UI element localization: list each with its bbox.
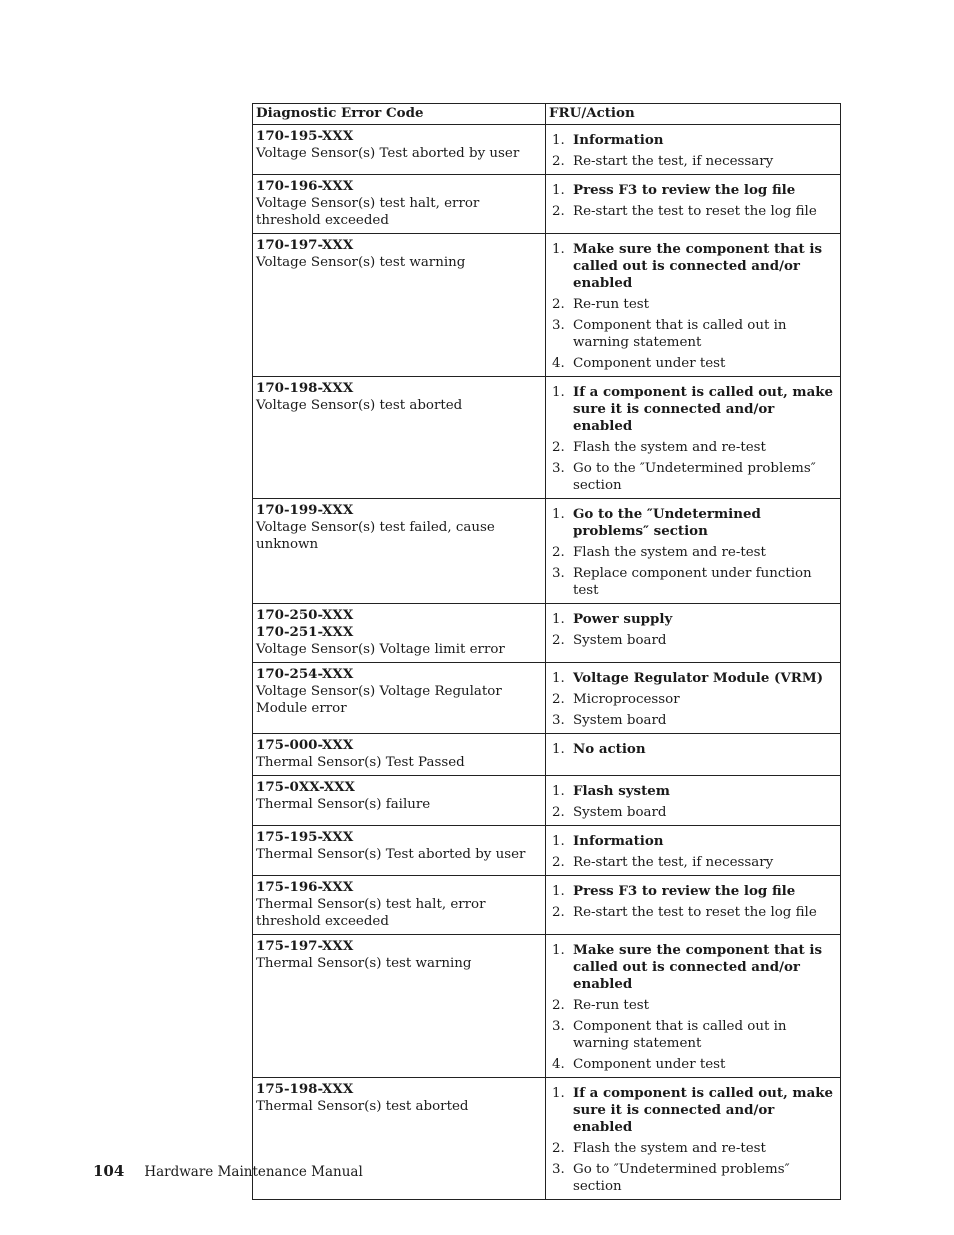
action-text: Component under test bbox=[573, 356, 726, 371]
error-code: 175-000-XXX bbox=[256, 737, 354, 753]
action-number: 4. bbox=[552, 1057, 565, 1072]
error-code-cell bbox=[253, 125, 546, 175]
error-code: 175-0XX-XXX bbox=[256, 779, 355, 795]
action-text: System board bbox=[573, 805, 667, 820]
action-text: Go to the ″Undetermined problems″ section bbox=[573, 461, 816, 493]
error-code-cell bbox=[253, 234, 546, 377]
header-fru-action: FRU/Action bbox=[546, 104, 841, 125]
action-list bbox=[549, 741, 837, 758]
action-number: 2. bbox=[552, 805, 565, 820]
action-list bbox=[549, 942, 837, 1073]
action-text: Press F3 to review the log file bbox=[573, 883, 796, 899]
action-text: Re-start the test, if necessary bbox=[573, 855, 774, 870]
action-list bbox=[549, 132, 837, 170]
action-number: 2. bbox=[552, 905, 565, 920]
error-description: Voltage Sensor(s) test halt, error threshold exceeded bbox=[256, 196, 480, 228]
action-text: Make sure the component that is called out is connected and/or enabled bbox=[573, 942, 823, 992]
action-text: Component that is called out in warning statement bbox=[573, 1019, 787, 1051]
action-text: No action bbox=[573, 741, 646, 757]
fru-action-cell bbox=[546, 935, 841, 1078]
action-text: If a component is called out, make sure it is connected and/or enabled bbox=[573, 384, 834, 434]
diagnostic-error-table bbox=[252, 103, 841, 1200]
fru-action-cell bbox=[546, 1078, 841, 1200]
error-code: 175-195-XXX bbox=[256, 829, 354, 845]
action-number: 4. bbox=[552, 356, 565, 371]
table-row bbox=[253, 663, 841, 734]
error-description: Thermal Sensor(s) test halt, error threshold exceeded bbox=[256, 897, 486, 929]
action-text: Press F3 to review the log file bbox=[573, 182, 796, 198]
error-description: Voltage Sensor(s) Voltage limit error bbox=[256, 642, 505, 657]
action-text: Replace component under function test bbox=[573, 566, 812, 598]
action-text: Information bbox=[573, 132, 664, 148]
table-row bbox=[253, 377, 841, 499]
action-text: Flash the system and re-test bbox=[573, 1141, 766, 1156]
error-code-cell bbox=[253, 377, 546, 499]
fru-action-cell bbox=[546, 663, 841, 734]
table-row bbox=[253, 826, 841, 876]
error-description: Voltage Sensor(s) test warning bbox=[256, 255, 466, 270]
error-description: Thermal Sensor(s) Test Passed bbox=[256, 755, 465, 770]
action-number: 3. bbox=[552, 318, 565, 333]
error-code: 175-197-XXX bbox=[256, 938, 354, 954]
table-row bbox=[253, 234, 841, 377]
action-item bbox=[549, 1018, 837, 1052]
action-item bbox=[549, 439, 837, 456]
action-item bbox=[549, 691, 837, 708]
action-item bbox=[549, 1085, 837, 1136]
action-item bbox=[549, 153, 837, 170]
action-number: 2. bbox=[552, 204, 565, 219]
action-number: 1. bbox=[552, 507, 565, 522]
action-item bbox=[549, 460, 837, 494]
error-code-cell bbox=[253, 604, 546, 663]
error-description: Thermal Sensor(s) failure bbox=[256, 797, 431, 812]
action-text: Flash system bbox=[573, 783, 670, 799]
action-list bbox=[549, 506, 837, 599]
page-number: 104 bbox=[93, 1162, 125, 1180]
fru-action-cell bbox=[546, 125, 841, 175]
action-number: 1. bbox=[552, 612, 565, 627]
action-text: Re-start the test to reset the log file bbox=[573, 204, 817, 219]
error-code: 175-198-XXX bbox=[256, 1081, 354, 1097]
action-item bbox=[549, 854, 837, 871]
action-number: 2. bbox=[552, 297, 565, 312]
action-number: 2. bbox=[552, 855, 565, 870]
action-number: 3. bbox=[552, 1162, 565, 1177]
action-text: Power supply bbox=[573, 611, 673, 627]
error-code-cell bbox=[253, 175, 546, 234]
action-number: 1. bbox=[552, 884, 565, 899]
action-text: Go to ″Undetermined problems″ section bbox=[573, 1162, 790, 1194]
error-code: 170-250-XXX bbox=[256, 607, 354, 623]
error-code-cell bbox=[253, 876, 546, 935]
action-item bbox=[549, 670, 837, 687]
action-item bbox=[549, 355, 837, 372]
action-text: If a component is called out, make sure it is connected and/or enabled bbox=[573, 1085, 834, 1135]
fru-action-cell bbox=[546, 734, 841, 776]
error-code-cell bbox=[253, 663, 546, 734]
error-code: 170-254-XXX bbox=[256, 666, 354, 682]
action-item bbox=[549, 997, 837, 1014]
action-list bbox=[549, 833, 837, 871]
action-text: Information bbox=[573, 833, 664, 849]
table-body bbox=[253, 125, 841, 1200]
action-text: Microprocessor bbox=[573, 692, 680, 707]
error-code: 170-197-XXX bbox=[256, 237, 354, 253]
action-text: System board bbox=[573, 713, 667, 728]
action-list bbox=[549, 182, 837, 220]
fru-action-cell bbox=[546, 604, 841, 663]
error-code-cell bbox=[253, 499, 546, 604]
header-error-code: Diagnostic Error Code bbox=[253, 104, 546, 125]
action-list bbox=[549, 241, 837, 372]
error-description: Voltage Sensor(s) test aborted bbox=[256, 398, 463, 413]
error-description: Thermal Sensor(s) test warning bbox=[256, 956, 472, 971]
error-code-cell bbox=[253, 935, 546, 1078]
action-item bbox=[549, 942, 837, 993]
page-footer bbox=[93, 1162, 363, 1180]
table-row bbox=[253, 734, 841, 776]
action-number: 1. bbox=[552, 834, 565, 849]
action-text: Component that is called out in warning statement bbox=[573, 318, 787, 350]
table-row bbox=[253, 876, 841, 935]
fru-action-cell bbox=[546, 499, 841, 604]
action-item bbox=[549, 565, 837, 599]
table-row bbox=[253, 175, 841, 234]
fru-action-cell bbox=[546, 876, 841, 935]
action-list bbox=[549, 883, 837, 921]
action-number: 2. bbox=[552, 154, 565, 169]
error-description: Thermal Sensor(s) Test aborted by user bbox=[256, 847, 526, 862]
table-header-row bbox=[253, 104, 841, 125]
action-text: Component under test bbox=[573, 1057, 726, 1072]
action-text: Re-run test bbox=[573, 998, 649, 1013]
action-item bbox=[549, 1056, 837, 1073]
action-number: 2. bbox=[552, 692, 565, 707]
action-text: Re-start the test, if necessary bbox=[573, 154, 774, 169]
action-text: System board bbox=[573, 633, 667, 648]
action-item bbox=[549, 384, 837, 435]
action-item bbox=[549, 317, 837, 351]
error-description: Voltage Sensor(s) test failed, cause unknown bbox=[256, 520, 495, 552]
action-item bbox=[549, 544, 837, 561]
error-code: 170-251-XXX bbox=[256, 624, 354, 640]
action-number: 2. bbox=[552, 1141, 565, 1156]
action-number: 3. bbox=[552, 1019, 565, 1034]
table-row bbox=[253, 1078, 841, 1200]
action-item bbox=[549, 1161, 837, 1195]
action-item bbox=[549, 1140, 837, 1157]
action-number: 1. bbox=[552, 1086, 565, 1101]
table-row bbox=[253, 499, 841, 604]
action-number: 3. bbox=[552, 566, 565, 581]
action-item bbox=[549, 506, 837, 540]
fru-action-cell bbox=[546, 175, 841, 234]
action-number: 1. bbox=[552, 742, 565, 757]
action-item bbox=[549, 632, 837, 649]
action-number: 1. bbox=[552, 943, 565, 958]
table-row bbox=[253, 776, 841, 826]
action-number: 2. bbox=[552, 998, 565, 1013]
action-item bbox=[549, 804, 837, 821]
action-text: Flash the system and re-test bbox=[573, 440, 766, 455]
action-list bbox=[549, 384, 837, 494]
action-number: 2. bbox=[552, 633, 565, 648]
action-number: 1. bbox=[552, 671, 565, 686]
error-code: 170-198-XXX bbox=[256, 380, 354, 396]
action-text: Voltage Regulator Module (VRM) bbox=[573, 670, 824, 686]
table-row bbox=[253, 604, 841, 663]
action-number: 1. bbox=[552, 242, 565, 257]
error-code: 170-199-XXX bbox=[256, 502, 354, 518]
error-description: Thermal Sensor(s) test aborted bbox=[256, 1099, 469, 1114]
action-number: 2. bbox=[552, 545, 565, 560]
action-item bbox=[549, 883, 837, 900]
action-number: 1. bbox=[552, 784, 565, 799]
action-item bbox=[549, 132, 837, 149]
action-number: 1. bbox=[552, 385, 565, 400]
error-description: Voltage Sensor(s) Test aborted by user bbox=[256, 146, 520, 161]
error-code: 175-196-XXX bbox=[256, 879, 354, 895]
action-item bbox=[549, 783, 837, 800]
error-description: Voltage Sensor(s) Voltage Regulator Module error bbox=[256, 684, 502, 716]
action-text: Re-start the test to reset the log file bbox=[573, 905, 817, 920]
table-row bbox=[253, 935, 841, 1078]
action-item bbox=[549, 712, 837, 729]
action-item bbox=[549, 182, 837, 199]
action-number: 2. bbox=[552, 440, 565, 455]
manual-title: Hardware Maintenance Manual bbox=[144, 1164, 363, 1180]
error-code-cell bbox=[253, 776, 546, 826]
action-item bbox=[549, 611, 837, 628]
error-code-cell bbox=[253, 734, 546, 776]
action-item bbox=[549, 904, 837, 921]
action-text: Go to the ″Undetermined problems″ section bbox=[573, 506, 761, 539]
table-row bbox=[253, 125, 841, 175]
fru-action-cell bbox=[546, 776, 841, 826]
action-number: 3. bbox=[552, 713, 565, 728]
action-item bbox=[549, 241, 837, 292]
fru-action-cell bbox=[546, 826, 841, 876]
action-text: Make sure the component that is called out is connected and/or enabled bbox=[573, 241, 823, 291]
action-list bbox=[549, 670, 837, 729]
error-code: 170-195-XXX bbox=[256, 128, 354, 144]
action-item bbox=[549, 833, 837, 850]
error-code-cell bbox=[253, 826, 546, 876]
action-list bbox=[549, 783, 837, 821]
action-text: Re-run test bbox=[573, 297, 649, 312]
action-number: 3. bbox=[552, 461, 565, 476]
fru-action-cell bbox=[546, 234, 841, 377]
fru-action-cell bbox=[546, 377, 841, 499]
action-item bbox=[549, 296, 837, 313]
error-code: 170-196-XXX bbox=[256, 178, 354, 194]
error-code-cell bbox=[253, 1078, 546, 1200]
action-item bbox=[549, 203, 837, 220]
action-list bbox=[549, 611, 837, 649]
action-item bbox=[549, 741, 837, 758]
action-text: Flash the system and re-test bbox=[573, 545, 766, 560]
action-list bbox=[549, 1085, 837, 1195]
action-number: 1. bbox=[552, 133, 565, 148]
action-number: 1. bbox=[552, 183, 565, 198]
